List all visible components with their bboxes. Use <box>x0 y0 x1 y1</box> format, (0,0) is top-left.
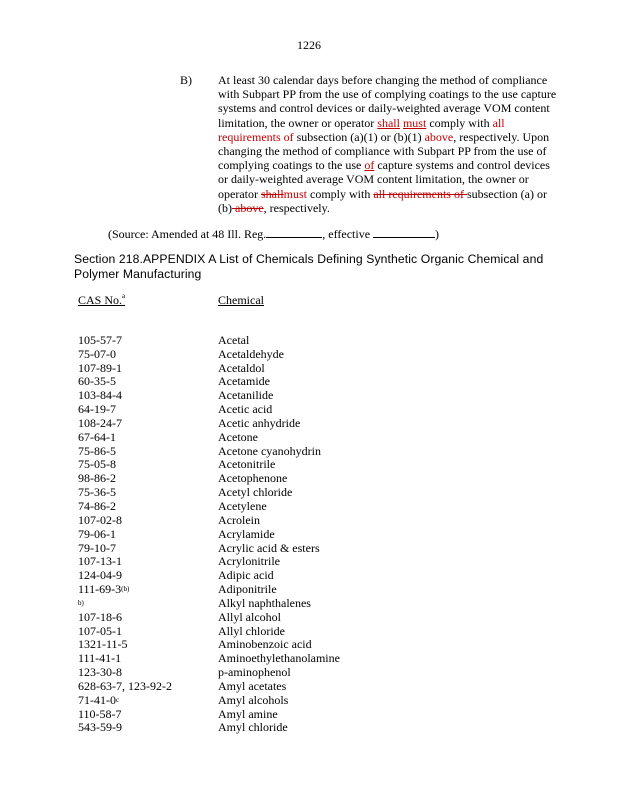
inserted-text: must <box>283 186 307 201</box>
table-row <box>78 666 538 680</box>
inserted-text: must <box>402 115 427 130</box>
cas-number: 60-35-5 <box>78 374 116 389</box>
blank-line <box>266 226 322 238</box>
footnote-marker: b) <box>78 598 84 607</box>
table-row <box>78 362 538 376</box>
table-row <box>78 652 538 666</box>
cas-number: 75-07-0 <box>78 346 116 361</box>
cas-number: 123-30-8 <box>78 665 122 680</box>
chemical-name: Adipic acid <box>218 568 274 583</box>
chemical-name: Acetic anhydride <box>218 415 301 430</box>
inserted-text: above <box>424 129 454 144</box>
chemical-name: Acetylene <box>218 498 267 513</box>
cas-number: 74-86-2 <box>78 498 116 513</box>
table-row <box>78 569 538 583</box>
cas-number: 79-10-7 <box>78 540 116 555</box>
inserted-text: of <box>364 158 375 173</box>
footnote-marker: c <box>116 695 120 704</box>
table-row <box>78 445 538 459</box>
chemical-name: Amyl acetates <box>218 678 287 693</box>
cas-number: 103-84-4 <box>78 388 122 403</box>
footnote-marker: (b) <box>121 585 130 594</box>
table-row <box>78 486 538 500</box>
cas-number: 107-02-8 <box>78 512 122 527</box>
cas-number: 111-41-1 <box>78 651 122 666</box>
cas-number: 79-06-1 <box>78 526 116 541</box>
column-header-cas-label: CAS No. <box>78 293 123 307</box>
text-segment: subsection (a) or (b) <box>218 186 547 215</box>
cas-number: 98-86-2 <box>78 471 116 486</box>
text-segment: subsection (a)(1) or (b)(1) <box>296 129 425 144</box>
chemical-name: Acetaldol <box>218 360 265 375</box>
table-row <box>78 638 538 652</box>
table-row <box>78 458 538 472</box>
table-row <box>78 721 538 735</box>
item-letter: B) <box>180 73 192 87</box>
deleted-text: shall <box>260 186 284 201</box>
cas-number: 1321-11-5 <box>78 637 128 652</box>
inserted-text: shall <box>377 115 400 130</box>
chemical-name: Acetone cyanohydrin <box>218 443 321 458</box>
cas-number: 107-05-1 <box>78 623 122 638</box>
table-row <box>78 708 538 722</box>
deleted-text: all requirements of <box>373 186 467 201</box>
column-header-cas <box>78 293 125 308</box>
table-row <box>78 417 538 431</box>
chemical-table <box>78 320 538 735</box>
chemical-name: Allyl chloride <box>218 623 285 638</box>
table-row <box>78 403 538 417</box>
cas-number: 543-59-9 <box>78 720 122 735</box>
table-row <box>78 514 538 528</box>
cas-number: 67-64-1 <box>78 429 116 444</box>
chemical-name: Acetophenone <box>218 471 288 486</box>
chemical-name: Amyl amine <box>218 706 278 721</box>
cas-number: 105-57-7 <box>78 332 122 347</box>
cas-number: 107-18-6 <box>78 609 122 624</box>
table-row <box>78 555 538 569</box>
chemical-name: Allyl alcohol <box>218 609 281 624</box>
cas-number: 75-36-5 <box>78 485 116 500</box>
cas-number: 124-04-9 <box>78 568 122 583</box>
chemical-name: Acetaldehyde <box>218 346 284 361</box>
table-row <box>78 680 538 694</box>
chemical-name: Adiponitrile <box>218 582 277 597</box>
table-row <box>78 694 538 708</box>
cas-number: 71-41-0 <box>78 692 116 707</box>
table-row <box>78 389 538 403</box>
chemical-name: Acetone <box>218 429 258 444</box>
table-row <box>78 431 538 445</box>
cas-number-with-footnote <box>78 583 129 597</box>
chemical-name: Amyl chloride <box>218 720 288 735</box>
source-prefix: (Source: Amended at 48 Ill. Reg. <box>108 227 267 241</box>
table-row <box>78 583 538 597</box>
source-middle: , effective <box>322 227 371 241</box>
chemical-name: Aminoethylethanolamine <box>218 651 340 666</box>
text-segment: , respectively. <box>263 200 330 215</box>
chemical-name: p-aminophenol <box>218 665 291 680</box>
chemical-name: Acrolein <box>218 512 260 527</box>
table-row <box>78 542 538 556</box>
table-row <box>78 472 538 486</box>
cas-number: 64-19-7 <box>78 402 116 417</box>
cas-number: 111-69-3 <box>78 582 122 597</box>
inserted-text: all requirements of <box>218 115 505 144</box>
chemical-name: Acetamide <box>218 374 270 389</box>
section-heading: Section 218.APPENDIX A List of Chemicals Defining Synthetic Organic Chemical and Polymer Manufacturing <box>74 252 544 281</box>
cas-number: 628-63-7, 123-92-2 <box>78 678 172 693</box>
table-row <box>78 625 538 639</box>
chemical-name: Acetanilide <box>218 388 274 403</box>
text-segment: , respectively. Upon changing the method of compliance with Subpart PP from the use of complying coatings to the use <box>218 129 550 173</box>
deleted-text: above <box>232 200 264 215</box>
chemical-name: Acrylamide <box>218 526 275 541</box>
table-row <box>78 348 538 362</box>
chemical-name: Acetonitrile <box>218 457 276 472</box>
cas-number: 75-05-8 <box>78 457 116 472</box>
chemical-name: Alkyl naphthalenes <box>218 595 311 610</box>
table-row <box>78 375 538 389</box>
cas-number: 107-13-1 <box>78 554 122 569</box>
chemical-name: Acrylonitrile <box>218 554 280 569</box>
text-segment: comply with <box>307 186 374 201</box>
chemical-name: Acetyl chloride <box>218 485 293 500</box>
cas-number: 110-58-7 <box>78 706 122 721</box>
text-segment: capture systems and control devices or daily-weighted average VOM content limitation, the owner or operator <box>218 158 550 201</box>
chemical-name: Amyl alcohols <box>218 692 289 707</box>
table-row <box>78 500 538 514</box>
source-suffix: ) <box>435 227 440 241</box>
page-number: 1226 <box>297 38 321 52</box>
table-row <box>78 320 538 334</box>
table-row <box>78 611 538 625</box>
text-segment: At least 30 calendar days before changing the method of compliance with Subpart PP from the use of complying coatings to the use capture systems and control devices or daily-weighted average VOM content limitation, the owner or operator <box>218 73 557 130</box>
footnote-marker: a <box>122 292 126 300</box>
chemical-name: Acetal <box>218 332 250 347</box>
table-row <box>78 597 538 611</box>
table-row <box>78 334 538 348</box>
blank-line <box>373 226 435 238</box>
chemical-name: Aminobenzoic acid <box>218 637 312 652</box>
chemical-name: Acrylic acid & esters <box>218 540 320 555</box>
cas-number-with-footnote <box>78 694 119 708</box>
table-row <box>78 528 538 542</box>
chemical-name: Acetic acid <box>218 402 273 417</box>
cas-number: 75-86-5 <box>78 443 116 458</box>
column-header-chemical: Chemical <box>218 293 264 307</box>
cas-number: 108-24-7 <box>78 415 122 430</box>
item-b-paragraph <box>218 73 558 215</box>
cas-number: 107-89-1 <box>78 360 122 375</box>
text-segment: comply with <box>429 115 493 130</box>
source-note <box>108 226 439 242</box>
